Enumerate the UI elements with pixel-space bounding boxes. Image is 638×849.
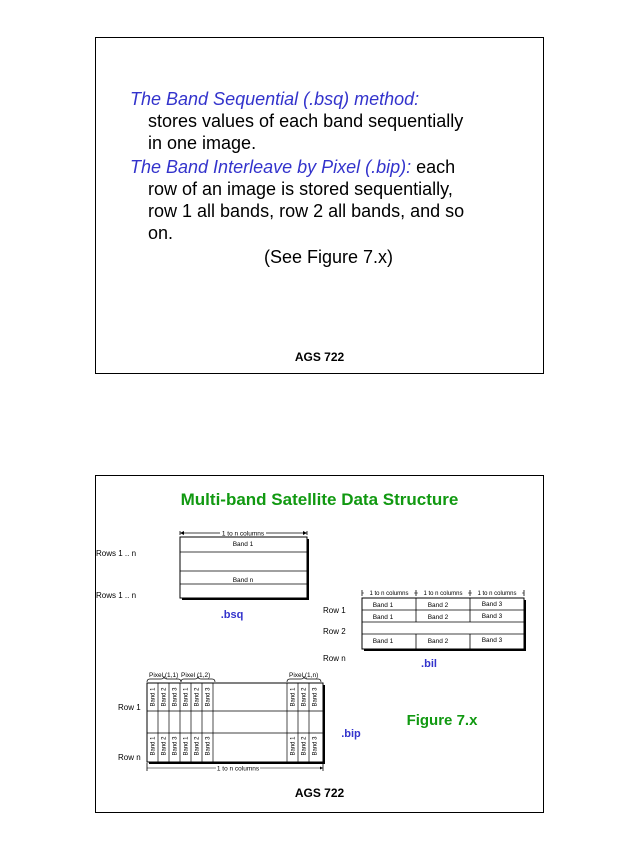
bil-rn-band3: Band 3 bbox=[481, 637, 503, 644]
bip-row1-band-3: Band 3 bbox=[172, 687, 179, 707]
footer: AGS 722 bbox=[294, 350, 345, 364]
bil-row-2-label: Row 2 bbox=[323, 627, 346, 636]
bil-r1b-band2: Band 2 bbox=[427, 614, 449, 621]
bil-columns-label-2: 1 to n columns bbox=[423, 591, 463, 597]
bsq-band-n: Band n bbox=[232, 577, 254, 584]
bil-r1b-band3: Band 3 bbox=[481, 613, 503, 620]
bip-heading: The Band Interleave by Pixel (.bip): bbox=[130, 157, 412, 177]
bil-r1-band1: Band 1 bbox=[372, 602, 394, 609]
bip-row1-band-1: Band 1 bbox=[290, 687, 297, 707]
bsq-name: .bsq bbox=[220, 609, 244, 621]
bil-columns-label-1: 1 to n columns bbox=[369, 591, 409, 597]
bip-row1-band-2: Band 2 bbox=[161, 687, 168, 707]
bsq-columns-label: 1 to n columns bbox=[221, 530, 265, 538]
bip-rown-band-2: Band 2 bbox=[301, 736, 308, 756]
bip-line-2: row 1 all bands, row 2 all bands, and so bbox=[148, 201, 465, 221]
bip-diagram bbox=[118, 672, 361, 773]
bip-row1-band-1: Band 1 bbox=[183, 687, 190, 707]
bip-row1-band-3: Band 3 bbox=[205, 687, 212, 707]
bil-diagram bbox=[323, 588, 526, 670]
bip-rown-band-1: Band 1 bbox=[150, 736, 157, 756]
bil-name: .bil bbox=[421, 658, 437, 670]
bip-rown-band-2: Band 2 bbox=[161, 736, 168, 756]
bil-rn-band1: Band 1 bbox=[372, 638, 394, 645]
figure-caption: Figure 7.x bbox=[406, 712, 478, 729]
bil-rn-band2: Band 2 bbox=[427, 638, 449, 645]
bip-heading-tail: each bbox=[411, 157, 456, 177]
bil-columns-label-3: 1 to n columns bbox=[477, 591, 517, 597]
bip-rown-band-3: Band 3 bbox=[172, 736, 179, 756]
bil-r1b-band1: Band 1 bbox=[372, 614, 394, 621]
bil-r1-band2: Band 2 bbox=[427, 602, 449, 609]
bip-line-3: on. bbox=[148, 223, 174, 243]
bip-rown-band-3: Band 3 bbox=[205, 736, 212, 756]
bip-row1-band-2: Band 2 bbox=[194, 687, 201, 707]
bsq-rows-label-bottom: Rows 1 .. n bbox=[96, 591, 137, 600]
bip-row1-band-1: Band 1 bbox=[150, 687, 157, 707]
bsq-band-1: Band 1 bbox=[232, 541, 254, 548]
bil-r1-band3: Band 3 bbox=[481, 601, 503, 608]
bip-rown-band-1: Band 1 bbox=[183, 736, 190, 756]
bip-row1-band-2: Band 2 bbox=[301, 687, 308, 707]
bip-row-n-label: Row n bbox=[118, 753, 141, 762]
bsq-line-1: stores values of each band sequentially bbox=[148, 111, 464, 131]
bsq-heading: The Band Sequential (.bsq) method: bbox=[130, 89, 420, 109]
bip-line-1: row of an image is stored sequentially, bbox=[148, 179, 453, 199]
bip-rown-band-2: Band 2 bbox=[194, 736, 201, 756]
bsq-diagram bbox=[96, 531, 309, 622]
bip-pixel-1-n-label: Pixel (1,n) bbox=[289, 672, 319, 679]
bip-name: .bip bbox=[341, 728, 361, 740]
see-figure: (See Figure 7.x) bbox=[264, 247, 394, 267]
footer: AGS 722 bbox=[294, 786, 345, 800]
bip-columns-label: 1 to n columns bbox=[216, 765, 260, 773]
slide-title: Multi-band Satellite Data Structure bbox=[180, 490, 459, 509]
bip-pixel-1-1-label: Pixel (1,1) bbox=[149, 672, 179, 679]
bip-pixel-1-2-label: Pixel (1,2) bbox=[181, 672, 211, 679]
bil-row-n-label: Row n bbox=[323, 654, 346, 663]
bil-row-1-label: Row 1 bbox=[323, 606, 346, 615]
bip-rown-band-1: Band 1 bbox=[290, 736, 297, 756]
bsq-rows-label-top: Rows 1 .. n bbox=[96, 549, 137, 558]
bip-row-1-label: Row 1 bbox=[118, 703, 141, 712]
bsq-line-2: in one image. bbox=[148, 133, 257, 153]
bip-row1-band-3: Band 3 bbox=[312, 687, 319, 707]
bip-rown-band-3: Band 3 bbox=[312, 736, 319, 756]
